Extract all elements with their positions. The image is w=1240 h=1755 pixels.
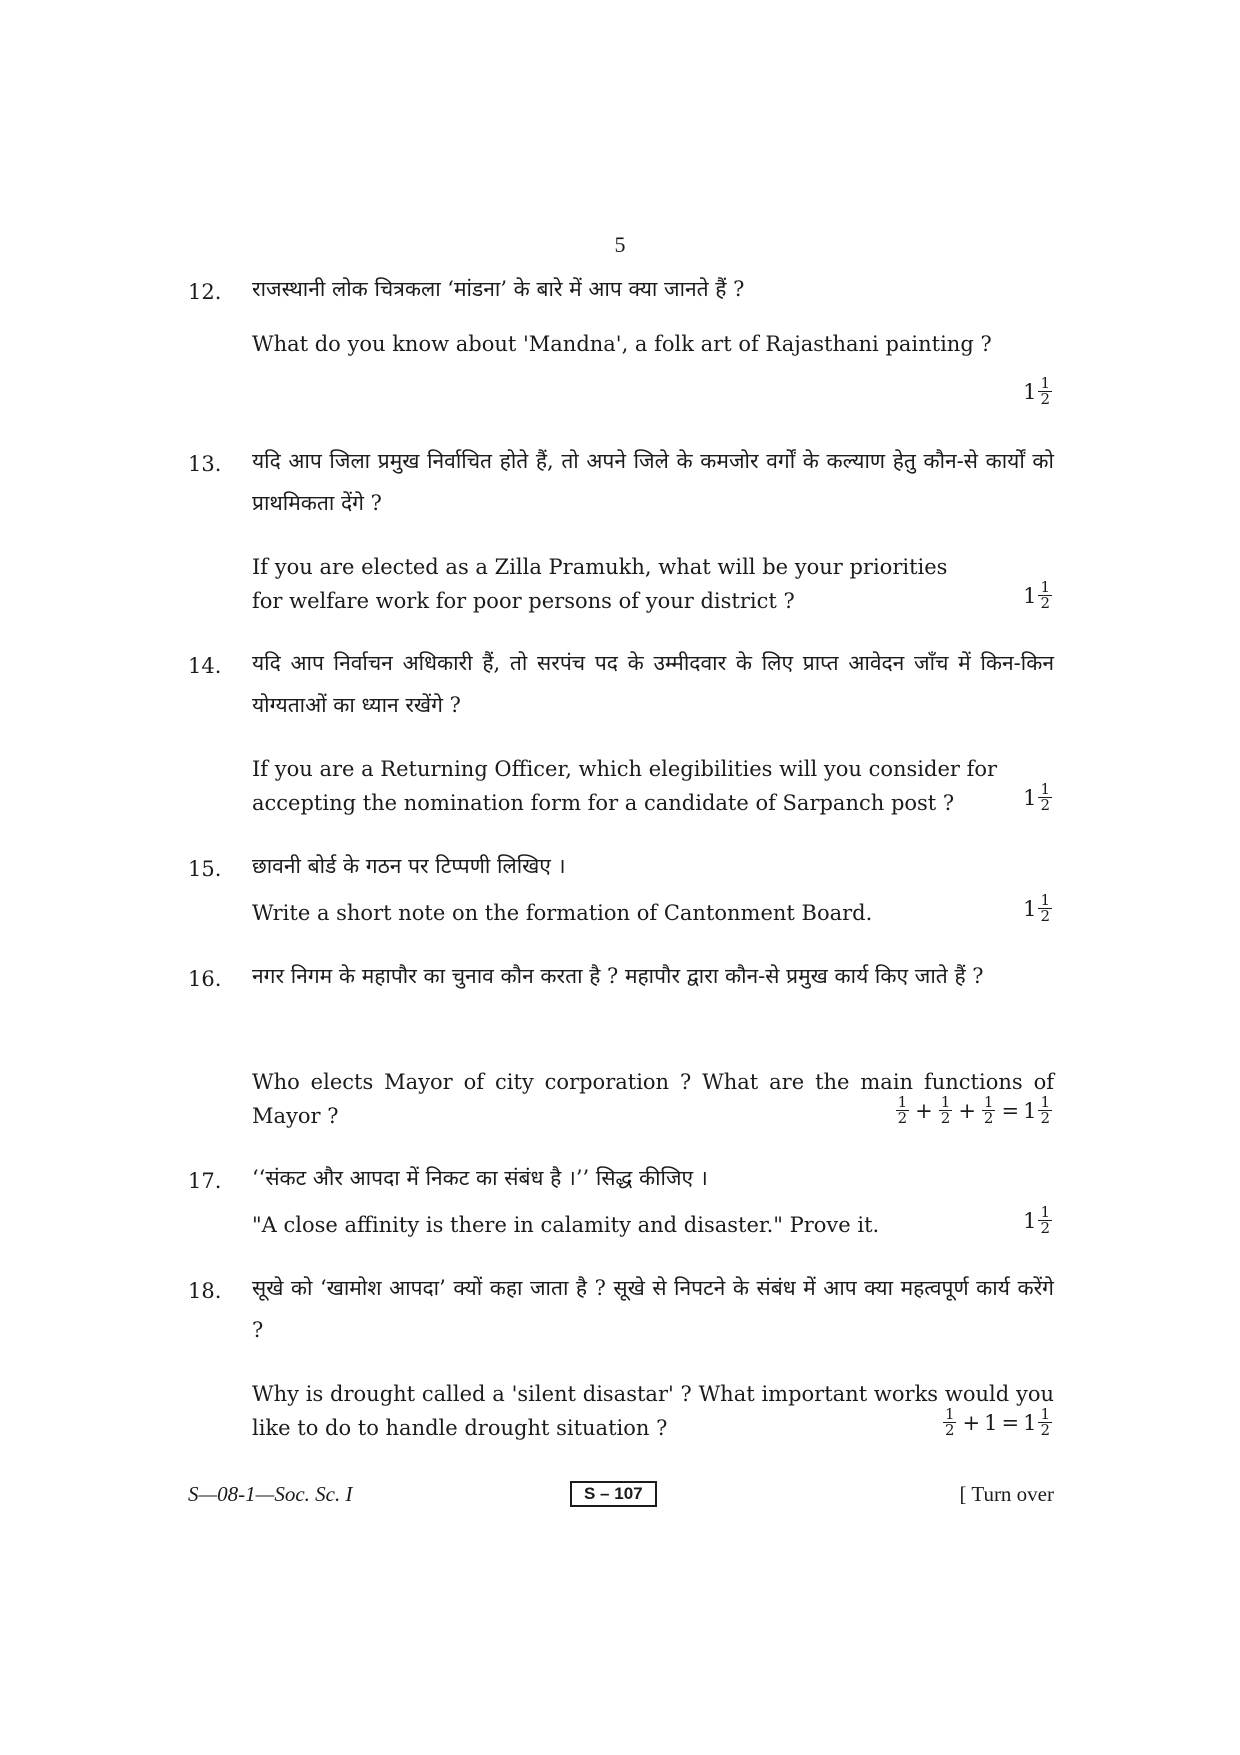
question-hindi-text: यदि आप जिला प्रमुख निर्वाचित होते हैं, तो अपने जिले के कमजोर वर्गों के कल्याण हेतु कौन-से कार्यों को प्राथमिकता देंगे ? <box>252 449 1054 515</box>
series-code-box: S – 107 <box>570 1481 657 1507</box>
page-number: 5 <box>614 232 626 257</box>
question-number: 17. <box>188 1169 222 1193</box>
question-english-text: Write a short note on the formation of Cantonment Board. <box>252 901 873 925</box>
fraction-half: $\frac{1}{2}$ <box>983 1093 994 1127</box>
marks: 1 $\frac{1}{2}$ <box>1023 374 1050 408</box>
question-number: 18. <box>188 1279 222 1303</box>
question-14 <box>188 652 1054 822</box>
question-hindi-text: राजस्थानी लोक चित्रकला ‘मांडना’ के बारे में आप क्या जानते हैं ? <box>252 277 745 301</box>
question-hindi-text: यदि आप निर्वाचन अधिकारी हैं, तो सरपंच पद के उम्मीदवार के लिए प्राप्त आवेदन जाँच में किन-किन योग्यताओं का ध्यान रखेंगे ? <box>252 651 1054 717</box>
question-hindi-text: ‘‘संकट और आपदा में निकट का संबंध है ।’’ सिद्ध कीजिए । <box>252 1166 708 1190</box>
question-number: 14. <box>188 654 222 678</box>
question-english-text: Who elects Mayor of city corporation ? What are the main functions of Mayor ? <box>252 1070 1054 1128</box>
question-english-text: If you are elected as a Zilla Pramukh, what will be your priorities for welfare work for poor persons of your district ? <box>252 555 948 613</box>
page-footer <box>188 1482 1054 1512</box>
question-hindi-text: छावनी बोर्ड के गठन पर टिप्पणी लिखिए । <box>252 854 566 878</box>
question-hindi-text: सूखे को ‘खामोश आपदा’ क्यों कहा जाता है ? सूखे से निपटने के संबंध में आप क्या महत्वपूर्ण कार्य करेंगे ? <box>252 1276 1054 1342</box>
question-15 <box>188 855 1054 965</box>
marks: $\frac{1}{2}$ + $\frac{1}{2}$ + $\frac{1}{2}$ = 1 $\frac{1}{2}$ <box>897 1093 1050 1127</box>
fraction-half: $\frac{1}{2}$ <box>1040 1405 1050 1439</box>
question-13 <box>188 450 1054 620</box>
marks: 1 $\frac{1}{2}$ <box>1023 578 1050 612</box>
question-english-text: Why is drought called a 'silent disastar' ? What important works would you like to do to handle drought situation ? <box>252 1382 1054 1440</box>
question-16 <box>188 965 1054 1145</box>
question-english-text: If you are a Returning Officer, which elegibilities will you consider for accepting the nomination form for a candidate of Sarpanch post ? <box>252 757 998 815</box>
question-17 <box>188 1167 1054 1277</box>
question-english-text: What do you know about 'Mandna', a folk art of Rajasthani painting ? <box>252 332 992 356</box>
question-18 <box>188 1277 1054 1457</box>
question-hindi-text: नगर निगम के महापौर का चुनाव कौन करता है ? महापौर द्वारा कौन-से प्रमुख कार्य किए जाते हैं ? <box>252 964 984 988</box>
turn-over-label: [ Turn over <box>959 1482 1054 1506</box>
marks: $\frac{1}{2}$ + 1 = 1 $\frac{1}{2}$ <box>944 1405 1050 1439</box>
question-english-text: "A close affinity is there in calamity and disaster." Prove it. <box>252 1213 880 1237</box>
marks: 1 $\frac{1}{2}$ <box>1023 891 1050 925</box>
question-number: 13. <box>188 452 222 476</box>
fraction-half: $\frac{1}{2}$ <box>1040 374 1050 408</box>
marks: 1 $\frac{1}{2}$ <box>1023 780 1050 814</box>
fraction-half: $\frac{1}{2}$ <box>1040 780 1050 814</box>
marks: 1 $\frac{1}{2}$ <box>1023 1203 1050 1237</box>
fraction-half: $\frac{1}{2}$ <box>1040 1093 1050 1127</box>
fraction-half: $\frac{1}{2}$ <box>944 1405 955 1439</box>
fraction-half: $\frac{1}{2}$ <box>897 1093 908 1127</box>
fraction-half: $\frac{1}{2}$ <box>1040 1203 1050 1237</box>
question-number: 15. <box>188 857 222 881</box>
question-12 <box>188 276 1054 416</box>
question-number: 12. <box>188 280 222 304</box>
fraction-half: $\frac{1}{2}$ <box>1040 578 1050 612</box>
fraction-half: $\frac{1}{2}$ <box>940 1093 951 1127</box>
fraction-half: $\frac{1}{2}$ <box>1040 891 1050 925</box>
question-number: 16. <box>188 967 222 991</box>
paper-code: S—08-1—Soc. Sc. I <box>188 1482 353 1506</box>
